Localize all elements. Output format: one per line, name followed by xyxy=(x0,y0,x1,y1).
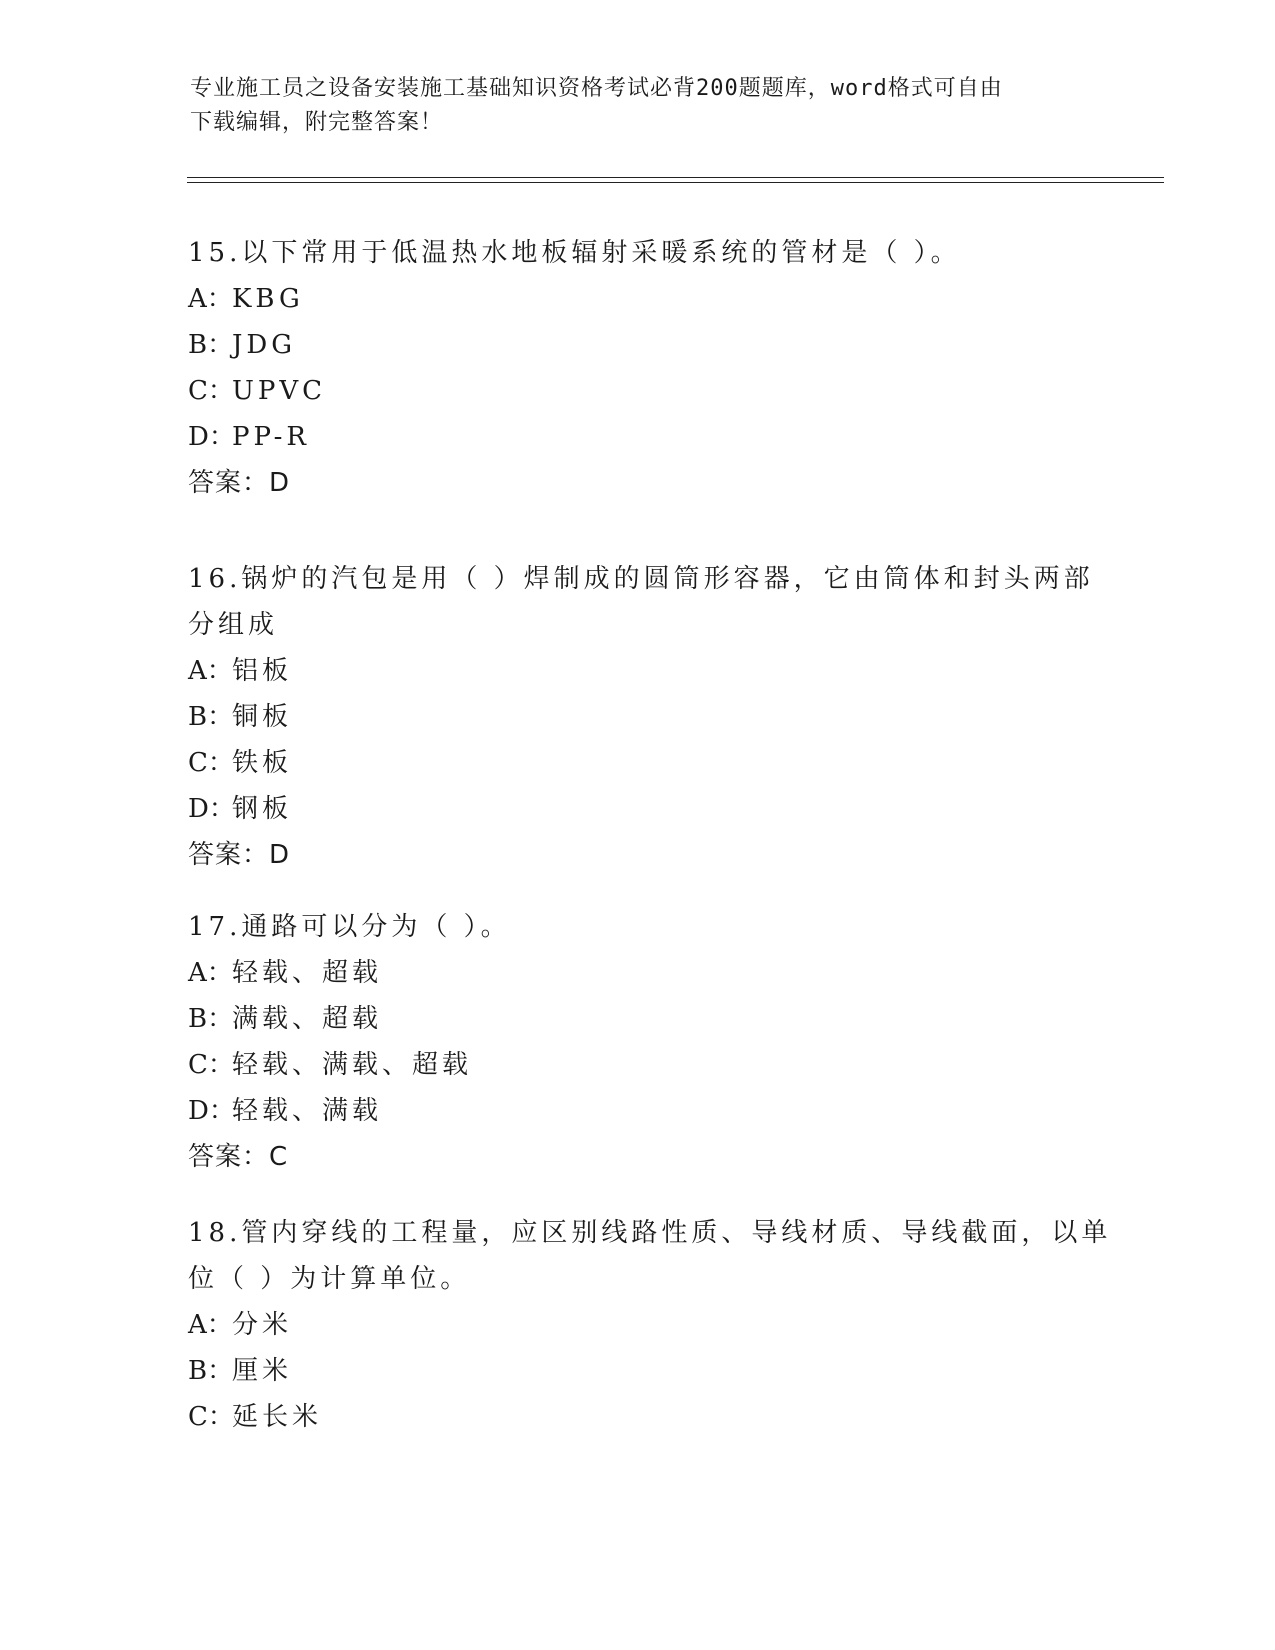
option-text: 铜板 xyxy=(232,702,293,732)
option-a xyxy=(188,950,1088,996)
question-stem-line-2: 位（ ）为计算单位。 xyxy=(188,1264,471,1294)
option-letter: D： xyxy=(188,794,235,824)
option-text: JDG xyxy=(232,330,297,360)
option-text: 满载、超载 xyxy=(232,1004,383,1034)
question-17 xyxy=(188,904,1088,1180)
option-c xyxy=(188,1042,1088,1088)
question-16 xyxy=(188,556,1094,878)
option-text: PP-R xyxy=(232,422,310,452)
option-d xyxy=(188,414,1088,460)
option-text: 延长米 xyxy=(232,1402,323,1432)
option-d xyxy=(188,1088,1088,1134)
option-letter: C： xyxy=(188,1402,234,1432)
option-text: 轻载、超载 xyxy=(232,958,383,988)
option-letter: A： xyxy=(188,656,233,686)
answer-line: 答案：D xyxy=(188,468,291,498)
option-text: 铝板 xyxy=(232,656,293,686)
option-text: 钢板 xyxy=(232,794,293,824)
option-text: 分米 xyxy=(232,1310,293,1340)
option-letter: A： xyxy=(188,958,233,988)
option-text: 轻载、满载 xyxy=(232,1096,383,1126)
option-letter: A： xyxy=(188,284,233,314)
option-letter: D： xyxy=(188,422,235,452)
question-stem: 17.通路可以分为（ ）。 xyxy=(188,912,511,942)
document-header xyxy=(190,72,1090,140)
option-text: KBG xyxy=(232,284,304,314)
option-letter: B： xyxy=(188,702,234,732)
option-a xyxy=(188,276,1088,322)
option-c xyxy=(188,1394,1088,1440)
question-stem-line-1: 18.管内穿线的工程量，应区别线路性质、导线材质、导线截面，以单 xyxy=(188,1218,1112,1248)
option-text: 厘米 xyxy=(232,1356,293,1386)
answer-line: 答案：D xyxy=(188,840,291,870)
option-d xyxy=(188,786,1088,832)
option-letter: D： xyxy=(188,1096,235,1126)
option-b xyxy=(188,1348,1088,1394)
option-letter: A： xyxy=(188,1310,233,1340)
question-stem: 15.以下常用于低温热水地板辐射采暖系统的管材是（ ）。 xyxy=(188,238,961,268)
question-15 xyxy=(188,230,1088,506)
answer-line: 答案：C xyxy=(188,1142,289,1172)
option-letter: B： xyxy=(188,330,234,360)
option-b xyxy=(188,322,1088,368)
option-b xyxy=(188,996,1088,1042)
option-letter: C： xyxy=(188,376,234,406)
option-c xyxy=(188,740,1088,786)
option-letter: C： xyxy=(188,1050,234,1080)
option-text: 铁板 xyxy=(232,748,293,778)
option-letter: B： xyxy=(188,1356,234,1386)
question-stem-line-2: 分组成 xyxy=(188,610,279,640)
question-18 xyxy=(188,1210,1112,1440)
option-text: UPVC xyxy=(232,376,327,406)
header-line-1: 专业施工员之设备安装施工基础知识资格考试必背200题题库，word格式可自由 xyxy=(190,76,1003,101)
header-line-2: 下载编辑，附完整答案！ xyxy=(190,110,444,135)
option-text: 轻载、满载、超载 xyxy=(232,1050,473,1080)
option-a xyxy=(188,648,1088,694)
option-letter: C： xyxy=(188,748,234,778)
option-b xyxy=(188,694,1088,740)
option-c xyxy=(188,368,1088,414)
question-stem-line-1: 16.锅炉的汽包是用（ ）焊制成的圆筒形容器，它由筒体和封头两部 xyxy=(188,564,1094,594)
header-divider-top xyxy=(187,177,1164,178)
header-divider-bottom xyxy=(187,182,1164,183)
option-a xyxy=(188,1302,1088,1348)
option-letter: B： xyxy=(188,1004,234,1034)
